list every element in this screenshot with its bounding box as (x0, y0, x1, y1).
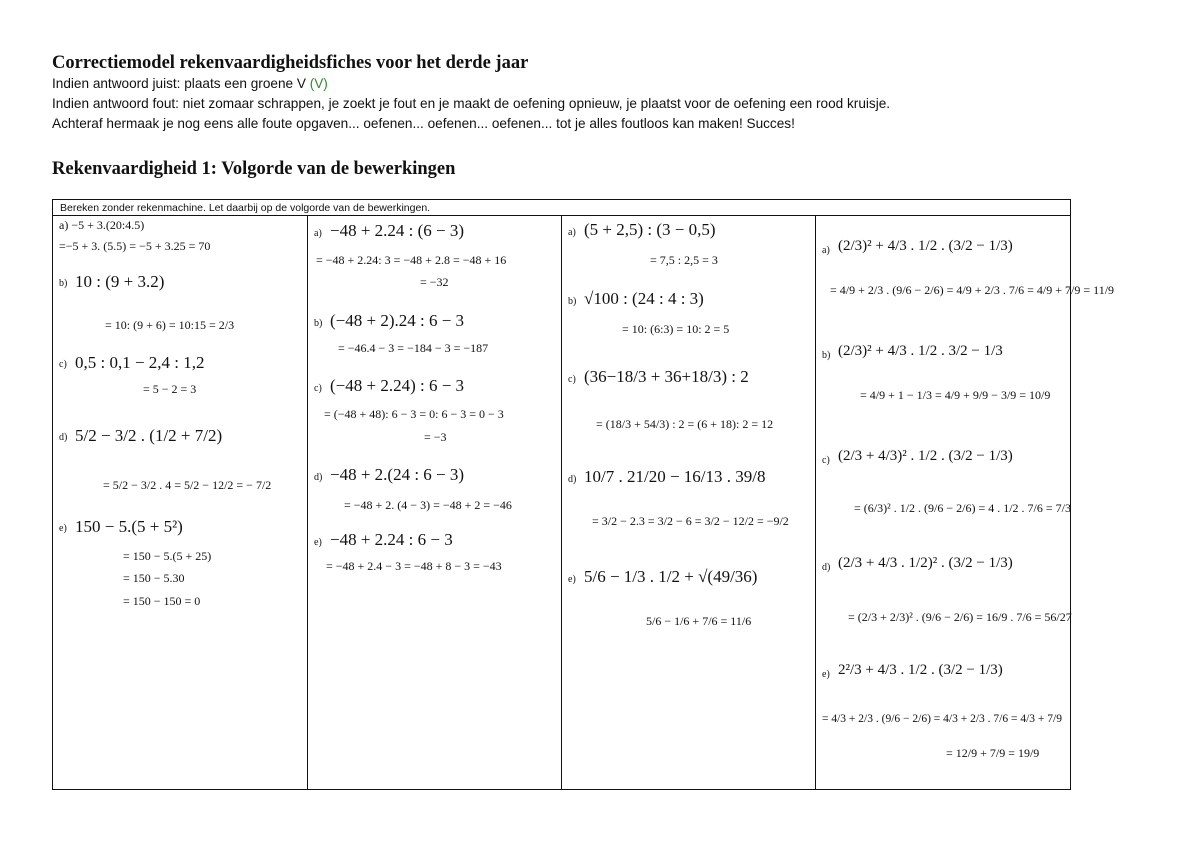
c1-b-label: b) (59, 278, 68, 289)
column-3 (561, 216, 816, 789)
c2-b-solution: = −46.4 − 3 = −184 − 3 = −187 (338, 341, 489, 355)
c2-d-question: −48 + 2.(24 : 6 − 3) (330, 465, 465, 484)
c3-b-question: √100 : (24 : 4 : 3) (584, 289, 704, 308)
c4-c-question: (2/3 + 4/3)² . 1/2 . (3/2 − 1/3) (838, 448, 1013, 464)
c4-d-solution: = (2/3 + 2/3)² . (9/6 − 2/6) = 16/9 . 7/6 = 56/27 (848, 610, 1072, 624)
c4-a-question: (2/3)² + 4/3 . 1/2 . (3/2 − 1/3) (838, 238, 1013, 254)
c4-c-solution: = (6/3)² . 1/2 . (9/6 − 2/6) = 4 . 1/2 . 7/6 = 7/3 (854, 501, 1071, 515)
c4-a-label: a) (822, 245, 830, 256)
c1-d-solution: = 5/2 − 3/2 . 4 = 5/2 − 12/2 = − 7/2 (103, 478, 272, 492)
c2-e-question: −48 + 2.24 : 6 − 3 (330, 530, 453, 549)
c2-d-solution: = −48 + 2. (4 − 3) = −48 + 2 = −46 (344, 498, 512, 512)
c1-c-solution: = 5 − 2 = 3 (143, 382, 197, 396)
c2-b-label: b) (314, 318, 323, 329)
c4-e-label: e) (822, 669, 830, 680)
c2-c-solution-2: = −3 (424, 430, 447, 444)
c1-d-question: 5/2 − 3/2 . (1/2 + 7/2) (75, 426, 223, 445)
c1-c-label: c) (59, 359, 67, 370)
c1-e-label: e) (59, 523, 67, 534)
c1-e-step-3: = 150 − 150 = 0 (123, 594, 201, 608)
c2-a-question: −48 + 2.24 : (6 − 3) (330, 221, 465, 240)
column-1 (53, 216, 307, 789)
c3-e-label: e) (568, 574, 576, 585)
c2-c-solution-1: = (−48 + 48): 6 − 3 = 0: 6 − 3 = 0 − 3 (324, 407, 504, 421)
document-title: Correctiemodel rekenvaardigheidsfiches voor het derde jaar (52, 53, 529, 73)
c3-a-solution: = 7,5 : 2,5 = 3 (650, 253, 718, 267)
c3-c-question: (36−18/3 + 36+18/3) : 2 (584, 367, 749, 386)
c4-d-question: (2/3 + 4/3 . 1/2)² . (3/2 − 1/3) (838, 555, 1013, 571)
c4-b-label: b) (822, 350, 831, 361)
section-title: Rekenvaardigheid 1: Volgorde van de bewerkingen (52, 159, 456, 179)
table-instruction: Bereken zonder rekenmachine. Let daarbij op de volgorde van de bewerkingen. (53, 200, 1070, 216)
c1-d-label: d) (59, 432, 68, 443)
c3-c-solution: = (18/3 + 54/3) : 2 = (6 + 18): 2 = 12 (596, 417, 774, 431)
c3-d-solution: = 3/2 − 2.3 = 3/2 − 6 = 3/2 − 12/2 = −9/2 (592, 514, 789, 528)
c1-c-question: 0,5 : 0,1 − 2,4 : 1,2 (75, 353, 205, 372)
c2-b-question: (−48 + 2).24 : 6 − 3 (330, 311, 465, 330)
green-v-mark: (V) (309, 76, 328, 91)
c2-e-label: e) (314, 537, 322, 548)
c2-d-label: d) (314, 472, 323, 483)
c4-c-label: c) (822, 455, 830, 466)
c1-e-step-1: = 150 − 5.(5 + 25) (123, 549, 212, 563)
c4-e-solution-2: = 12/9 + 7/9 = 19/9 (946, 746, 1040, 760)
instruction-correct-text: Indien antwoord juist: plaats een groene V (52, 76, 306, 91)
c2-c-question: (−48 + 2.24) : 6 − 3 (330, 376, 465, 395)
c3-b-label: b) (568, 296, 577, 307)
c3-d-label: d) (568, 474, 577, 485)
c3-a-label: a) (568, 227, 576, 238)
c2-a-solution-1: = −48 + 2.24: 3 = −48 + 2.8 = −48 + 16 (316, 253, 507, 267)
c4-e-solution-1: = 4/3 + 2/3 . (9/6 − 2/6) = 4/3 + 2/3 . 7/6 = 4/3 + 7/9 (822, 713, 1062, 725)
instruction-correct (52, 76, 328, 91)
c2-e-solution: = −48 + 2.4 − 3 = −48 + 8 − 3 = −43 (326, 559, 502, 573)
c1-e-step-2: = 150 − 5.30 (123, 571, 185, 585)
instruction-wrong: Indien antwoord fout: niet zomaar schrappen, je zoekt je fout en je maakt de oefening opnieuw, je plaatst voor de oefening een rood kruisje. (52, 96, 891, 111)
c2-a-solution-2: = −32 (420, 275, 449, 289)
c3-e-solution: 5/6 − 1/6 + 7/6 = 11/6 (646, 614, 752, 628)
c2-a-label: a) (314, 228, 322, 239)
c4-b-question: (2/3)² + 4/3 . 1/2 . 3/2 − 1/3 (838, 343, 1003, 359)
c3-b-solution: = 10: (6:3) = 10: 2 = 5 (622, 322, 730, 336)
c4-e-question: 2²/3 + 4/3 . 1/2 . (3/2 − 1/3) (838, 662, 1003, 678)
c3-d-question: 10/7 . 21/20 − 16/13 . 39/8 (584, 467, 766, 486)
column-2 (307, 216, 562, 789)
c3-e-question: 5/6 − 1/3 . 1/2 + √(49/36) (584, 567, 758, 586)
column-4 (815, 216, 1115, 789)
c1-a-solution: =−5 + 3. (5.5) = −5 + 3.25 = 70 (59, 239, 211, 253)
c1-a-question: a) −5 + 3.(20:4.5) (59, 218, 145, 232)
c1-b-solution: = 10: (9 + 6) = 10:15 = 2/3 (105, 318, 235, 332)
c4-a-solution: = 4/9 + 2/3 . (9/6 − 2/6) = 4/9 + 2/3 . 7/6 = 4/9 + 7/9 = 11/9 (830, 283, 1115, 297)
c1-b-question: 10 : (9 + 3.2) (75, 272, 165, 291)
instruction-redo: Achteraf hermaak je nog eens alle foute opgaven... oefenen... oefenen... oefenen... tot je alles foutloos kan maken! Succes! (52, 116, 795, 131)
c4-b-solution: = 4/9 + 1 − 1/3 = 4/9 + 9/9 − 3/9 = 10/9 (860, 388, 1051, 402)
exercise-table (52, 199, 1115, 790)
c3-c-label: c) (568, 374, 576, 385)
c3-a-question: (5 + 2,5) : (3 − 0,5) (584, 220, 716, 239)
c2-c-label: c) (314, 383, 322, 394)
c1-e-question: 150 − 5.(5 + 5²) (75, 517, 183, 536)
c4-d-label: d) (822, 562, 831, 573)
